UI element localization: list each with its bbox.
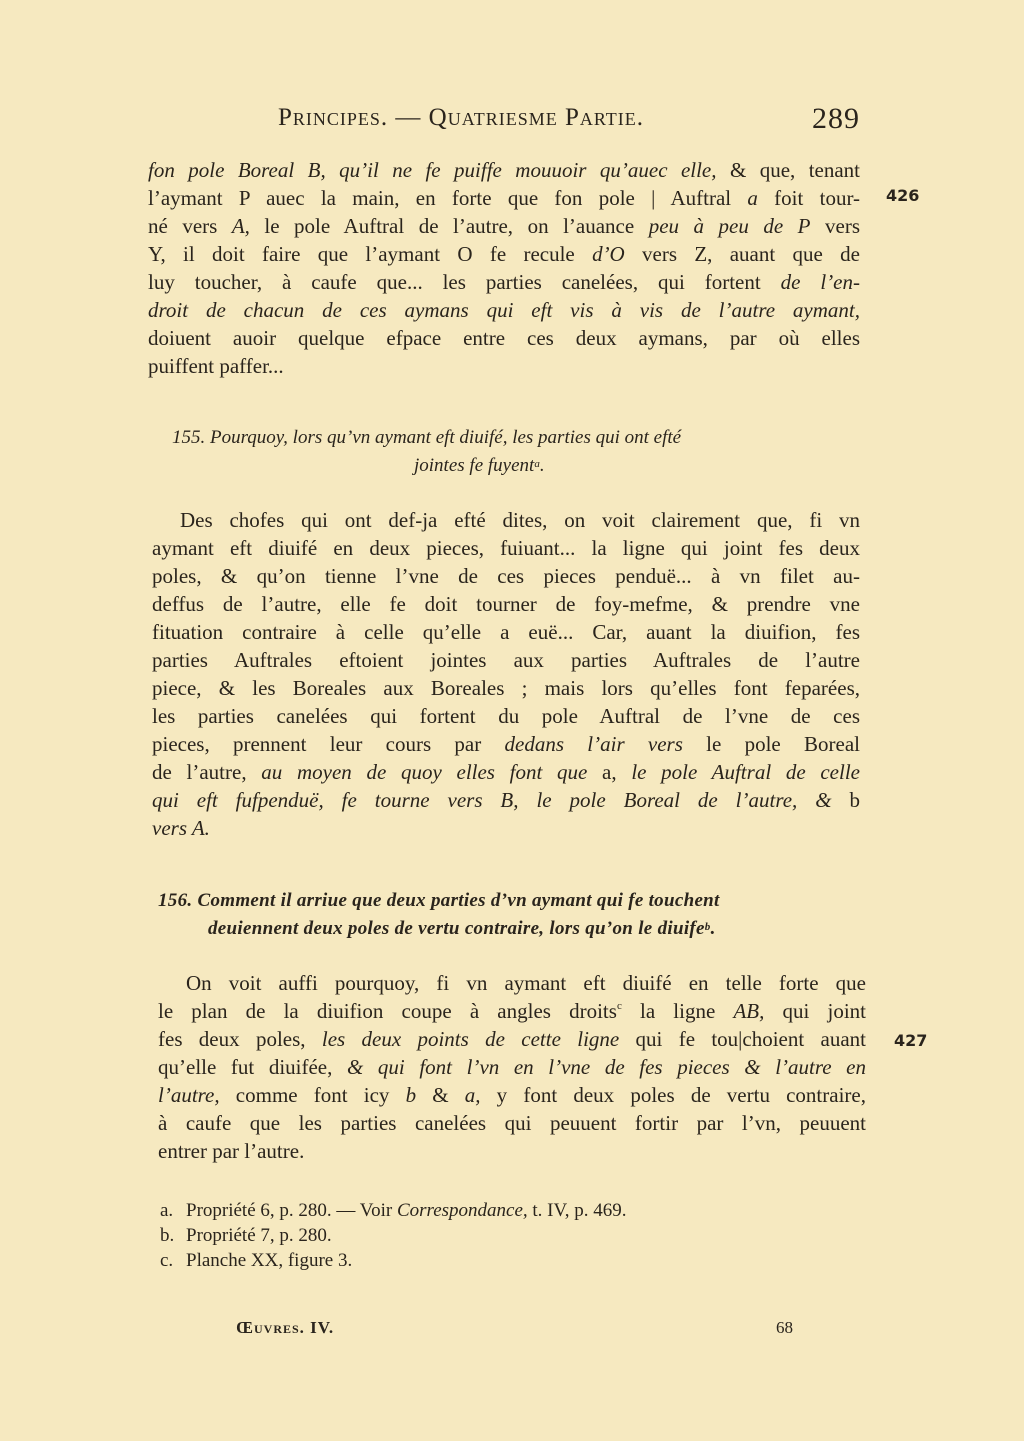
text-line: doiuent auoir quelque efpace entre ces deux aymans, par où elles bbox=[148, 326, 860, 350]
text-line: luy toucher, à caufe que... les parties canelées, qui fortent de l’en- bbox=[148, 270, 860, 294]
margin-page-ref: 426 bbox=[886, 186, 920, 205]
footnote-ref-a: a bbox=[534, 458, 540, 470]
article-heading-155-line2: jointes fe fuyent$^a$. bbox=[414, 455, 545, 476]
text-line: le plan de la diuifion coupe à angles droits$^c$ la ligne AB, qui joint bbox=[158, 999, 867, 1023]
article-heading-155-line1: 155. Pourquoy, lors qu’vn aymant eft diuifé, les parties qui ont efté bbox=[172, 427, 682, 448]
text-line: poles, & qu’on tienne l’vne de ces pieces penduë... à vn filet au- bbox=[152, 564, 860, 588]
footnotes bbox=[160, 1198, 860, 1273]
text-line: fon pole Boreal B, qu’il ne fe puiffe mouuoir qu’auec elle, & que, tenant bbox=[148, 158, 861, 182]
paragraph-continuation bbox=[148, 156, 860, 380]
text-line: Des chofes qui ont def-ja efté dites, on voit clairement que, fi vn bbox=[180, 508, 860, 532]
text-line: fituation contraire à celle qu’elle a euë... Car, auant la diuifion, fes bbox=[152, 620, 860, 644]
text-line: l’aymant P auec la main, en forte que fon pole | Auftral a foit tour- bbox=[148, 186, 861, 210]
text-line: deffus de l’autre, elle fe doit tourner de foy-mefme, & prendre vne bbox=[152, 592, 860, 616]
footer-signature: 68 bbox=[776, 1318, 793, 1337]
running-title: Principes. — Quatriesme Partie. bbox=[278, 104, 645, 131]
text-line: à caufe que les parties canelées qui peuuent fortir par l’vn, peuuent bbox=[158, 1111, 866, 1135]
footer-volume: Œuvres. IV. bbox=[236, 1318, 335, 1337]
text-line: On voit auffi pourquoy, fi vn aymant eft diuifé en telle forte que bbox=[186, 971, 866, 995]
text-line: de l’autre, au moyen de quoy elles font que a, le pole Auftral de celle bbox=[152, 760, 860, 784]
text-line: qu’elle fut diuifée, & qui font l’vn en l’vne de fes pieces & l’autre en bbox=[158, 1055, 866, 1079]
text-line: aymant eft diuifé en deux pieces, fuiuant... la ligne qui joint fes deux bbox=[152, 536, 860, 560]
footnote-ref-c: c bbox=[616, 1000, 622, 1012]
footnote-c: c. Planche XX, figure 3. bbox=[160, 1250, 353, 1271]
paragraph-156 bbox=[158, 969, 866, 1165]
text-line: fes deux poles, les deux points de cette ligne qui fe tou|choient auant bbox=[158, 1027, 866, 1051]
text-line: l’autre, comme font icy b & a, y font deux poles de vertu contraire, bbox=[158, 1083, 866, 1107]
text-line: pieces, prennent leur cours par dedans l’air vers le pole Boreal bbox=[152, 732, 860, 756]
margin-page-ref: 427 bbox=[894, 1031, 928, 1050]
text-line: vers A. bbox=[152, 816, 210, 840]
article-heading-156-line1: 156. Comment il arriue que deux parties d’vn aymant qui fe touchent bbox=[158, 890, 720, 911]
text-line: Y, il doit faire que l’aymant O fe recule d’O vers Z, auant que de bbox=[148, 242, 860, 266]
text-line: puiffent paffer... bbox=[148, 354, 284, 378]
footnote-b: b. Propriété 7, p. 280. bbox=[160, 1225, 332, 1246]
running-header bbox=[278, 104, 860, 140]
text-line: piece, & les Boreales aux Boreales ; mais lors qu’elles font feparées, bbox=[152, 676, 860, 700]
text-line: parties Auftrales eftoient jointes aux parties Auftrales de l’autre bbox=[152, 648, 860, 672]
article-heading-156-line2: deuiennent deux poles de vertu contraire, lors qu’on le diuife$^b$. bbox=[208, 918, 716, 939]
text-line: entrer par l’autre. bbox=[158, 1139, 305, 1163]
text-line: qui eft fufpenduë, fe tourne vers B, le pole Boreal de l’autre, & b bbox=[152, 788, 861, 812]
paragraph-155 bbox=[152, 506, 860, 842]
text-line: droit de chacun de ces aymans qui eft vis à vis de l’autre aymant, bbox=[148, 298, 860, 322]
footnote-a: a. Propriété 6, p. 280. — Voir Correspondance, t. IV, p. 469. bbox=[160, 1200, 627, 1221]
page-number: 289 bbox=[812, 102, 860, 135]
text-line: les parties canelées qui fortent du pole Auftral de l’vne de ces bbox=[152, 704, 860, 728]
footnote-ref-b: b bbox=[704, 921, 711, 933]
text-line: né vers A, le pole Auftral de l’autre, on l’auance peu à peu de P vers bbox=[148, 214, 860, 238]
